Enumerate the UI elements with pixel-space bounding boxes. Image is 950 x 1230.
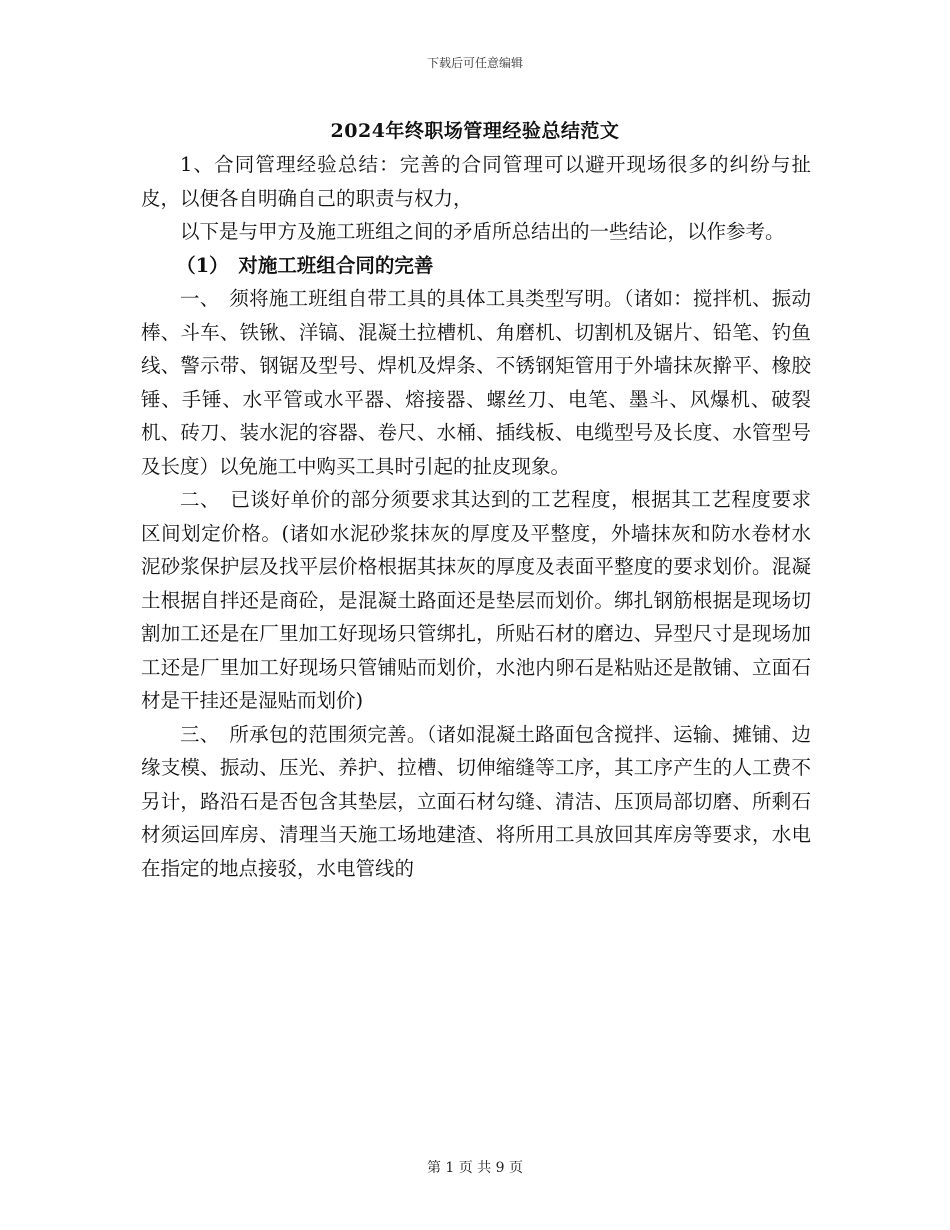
paragraph: 以下是与甲方及施工班组之间的矛盾所总结出的一些结论，以作参考。 <box>180 220 785 243</box>
list-item: 二、 已谈好单价的部分须要求其达到的工艺程度，根据其工艺程度要求区间划定价格。(诸如水泥砂浆抹灰的厚度及平整度，外墙抹灰和防水卷材水泥砂浆保护层及找平层价格根据其抹灰的厚度及表面平整度的要求划价。混凝土根据自拌还是商砼，是混凝土路面还是垫层而划价。绑扎钢筋根据是现场切割加工还是在厂里加工好现场只管绑扎，所贴石材的磨边、异型尺寸是现场加工还是厂里加工好现场只管铺贴而划价，水池内卵石是粘贴还是散铺、立面石材是干挂还是湿贴而划价) <box>141 488 811 712</box>
page-title: 2024年终职场管理经验总结范文 <box>330 120 620 142</box>
list-item: 一、 须将施工班组自带工具的具体工具类型写明。（诸如：搅拌机、振动棒、斗车、铁锹、洋镐、混凝土拉槽机、角磨机、切割机及锯片、铅笔、钓鱼线、警示带、钢锯及型号、焊机及焊条、不锈钢矩管用于外墙抹灰擀平、橡胶锤、手锤、水平管或水平器、熔接器、螺丝刀、电笔、墨斗、风爆机、破裂机、砖刀、装水泥的容器、卷尺、水桶、插线板、电缆型号及长度、水管型号及长度）以免施工中购买工具时引起的扯皮现象。 <box>141 287 811 478</box>
paragraph: 1、合同管理经验总结：完善的合同管理可以避开现场很多的纠纷与扯皮，以便各自明确自己的职责与权力， <box>141 153 811 210</box>
download-note: 下载后可任意编辑 <box>426 56 523 70</box>
document-body <box>141 148 811 885</box>
section-heading: （1） 对施工班组合同的完善 <box>176 253 434 277</box>
page-number: 第 1 页 共 9 页 <box>426 1160 524 1176</box>
list-item: 三、 所承包的范围须完善。（诸如混凝土路面包含搅拌、运输、摊铺、边缘支模、振动、压光、养护、拉槽、切伸缩缝等工序，其工序产生的人工费不另计，路沿石是否包含其垫层，立面石材勾缝、清洁、压顶局部切磨、所剩石材须运回库房、清理当天施工场地建渣、将所用工具放回其库房等要求，水电在指定的地点接驳，水电管线的 <box>141 722 811 880</box>
